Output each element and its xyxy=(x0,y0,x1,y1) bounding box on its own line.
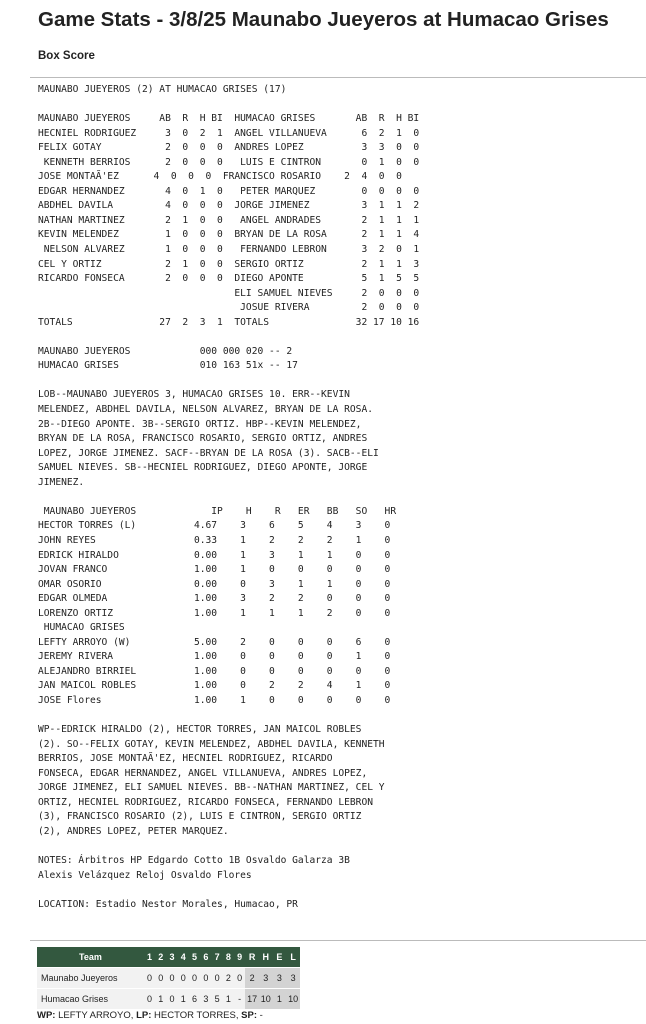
total-lob: 10 xyxy=(286,989,300,1010)
inning-score: 0 xyxy=(146,994,152,1004)
header-inning-3: 3 xyxy=(169,952,175,962)
losing-pitcher-label: LP: xyxy=(136,1010,152,1021)
linescore-divider xyxy=(30,940,646,941)
header-inning-9: 9 xyxy=(237,952,243,962)
winning-pitcher: LEFTY ARROYO xyxy=(58,1010,131,1021)
header-inning-6: 6 xyxy=(203,952,209,962)
inning-score: 0 xyxy=(203,973,209,983)
inning-score: 3 xyxy=(203,994,209,1004)
inning-score: 1 xyxy=(225,994,231,1004)
inning-score: 0 xyxy=(214,973,220,983)
team-name: Humacao Grises xyxy=(41,994,109,1004)
header-team: Team xyxy=(79,952,102,962)
header-inning-4: 4 xyxy=(180,952,186,962)
section-subtitle: Box Score xyxy=(38,50,95,62)
linescore-header-row xyxy=(37,947,300,968)
total-errors: 3 xyxy=(273,968,287,989)
header-inning-1: 1 xyxy=(146,952,152,962)
inning-score: 1 xyxy=(158,994,164,1004)
header-inning-2: 2 xyxy=(158,952,164,962)
inning-score: - xyxy=(238,994,242,1004)
inning-score: 6 xyxy=(192,994,198,1004)
save-pitcher-label: SP: xyxy=(241,1010,257,1021)
losing-pitcher: HECTOR TORRES xyxy=(154,1010,236,1021)
linescore-table xyxy=(37,947,300,1009)
box-score-text: MAUNABO JUEYEROS (2) AT HUMACAO GRISES (17) MAUNABO JUEYEROS AB R H BI HUMACAO GRISES AB R H BI HECNIEL RODRIGUEZ 3 0 2 1 ANGEL VILLANUEVA 6 2 1 0 FELIX GOTAY 2 0 0 0 ANDRES LOPEZ 3 3 0 0 KENNETH BERRIOS 2 0 0 0 LUIS E CINTRON 0 1 0 0 JOSE MONTAÃ'EZ 4 0 0 0 FRANCISCO ROSARIO 2 4 0 0 EDGAR HERNANDEZ 4 0 1 0 PETER MARQUEZ 0 0 0 0 ABDHEL DAVILA 4 0 0 0 JORGE JIMENEZ 3 1 1 2 NATHAN MARTINEZ 2 1 0 0 ANGEL ANDRADES 2 1 1 1 KEVIN MELENDEZ 1 0 0 0 BRYAN DE LA ROSA 2 1 1 4 NELSON ALVAREZ 1 0 0 0 FERNANDO LEBRON 3 2 0 1 CEL Y ORTIZ 2 1 0 0 SERGIO ORTIZ 2 1 1 3 RICARDO FONSECA 2 0 0 0 DIEGO APONTE 5 1 5 5 ELI SAMUEL NIEVES 2 0 0 0 JOSUE RIVERA 2 0 0 0 TOTALS 27 2 3 1 TOTALS 32 17 10 16 MAUNABO JUEYEROS 000 000 020 -- 2 HUMACAO GRISES 010 163 51x -- 17 LOB--MAUNABO JUEYEROS 3, HUMACAO GRISES 10. ERR--KEVIN MELENDEZ, ABDHEL DAVILA, NELSON ALVAREZ, BRYAN DE LA ROSA. 2B--DIEGO APONTE. 3B--SERGIO ORTIZ. HBP--KEVIN MELENDEZ, BRYAN DE LA ROSA, FRANCISCO ROSARIO, SERGIO ORTIZ, ANDRES LOPEZ, JORGE JIMENEZ. SACF--BRYAN DE LA ROSA (3). SACB--ELI SAMUEL NIEVES. SB--HECNIEL RODRIGUEZ, DIEGO APONTE, JORGE JIMENEZ. MAUNABO JUEYEROS IP H R ER BB SO HR HECTOR TORRES (L) 4.67 3 6 5 4 3 0 JOHN REYES 0.33 1 2 2 2 1 0 EDRICK HIRALDO 0.00 1 3 1 1 0 0 JOVAN FRANCO 1.00 1 0 0 0 0 0 OMAR OSORIO 0.00 0 3 1 1 0 0 EDGAR OLMEDA 1.00 3 2 2 0 0 0 LORENZO ORTIZ 1.00 1 1 1 2 0 0 HUMACAO GRISES LEFTY ARROYO (W) 5.00 2 0 0 0 6 0 JEREMY RIVERA 1.00 0 0 0 0 1 0 ALEJANDRO BIRRIEL 1.00 0 0 0 0 0 0 JAN MAICOL ROBLES 1.00 0 2 2 4 1 0 JOSE Flores 1.00 1 0 0 0 0 0 WP--EDRICK HIRALDO (2), HECTOR TORRES, JAN MAICOL ROBLES (2). SO--FELIX GOTAY, KEVIN MELENDEZ, ABDHEL DAVILA, KENNETH BERRIOS, JOSE MONTAÃ'EZ, HECNIEL RODRIGUEZ, RICARDO FONSECA, EDGAR HERNANDEZ, ANGEL VILLANUEVA, ANDRES LOPEZ, JORGE JIMENEZ, ELI SAMUEL NIEVES. BB--NATHAN MARTINEZ, CEL Y ORTIZ, HECNIEL RODRIGUEZ, RICARDO FONSECA, FERNANDO LEBRON (3), FRANCISCO ROSARIO (2), LUIS E CINTRON, SERGIO ORTIZ (2), ANDRES LOPEZ, PETER MARQUEZ. NOTES: Árbitros HP Edgardo Cotto 1B Osvaldo Galarza 3B Alexis Velázquez Reloj Osvaldo Flores LOCATION: Estadio Nestor Morales, Humacao, PR xyxy=(38,84,420,910)
inning-score: 2 xyxy=(225,973,231,983)
total-hits: 3 xyxy=(259,968,273,989)
save-pitcher: - xyxy=(259,1010,263,1021)
total-runs: 17 xyxy=(245,989,259,1010)
header-inning-5: 5 xyxy=(192,952,198,962)
inning-score: 0 xyxy=(146,973,152,983)
pitching-decisions: WP: LEFTY ARROYO, LP: HECTOR TORRES, SP: - xyxy=(37,1010,263,1021)
page-title: Game Stats - 3/8/25 Maunabo Jueyeros at Humacao Grises xyxy=(38,8,609,31)
header-errors: E xyxy=(273,947,287,968)
inning-score: 0 xyxy=(158,973,164,983)
header-hits: H xyxy=(259,947,273,968)
inning-score: 0 xyxy=(192,973,198,983)
header-lob: L xyxy=(286,947,300,968)
header-runs: R xyxy=(245,947,259,968)
inning-score: 0 xyxy=(237,973,243,983)
header-inning-7: 7 xyxy=(214,952,220,962)
inning-score: 0 xyxy=(169,994,175,1004)
total-lob: 3 xyxy=(286,968,300,989)
winning-pitcher-label: WP: xyxy=(37,1010,56,1021)
inning-score: 0 xyxy=(169,973,175,983)
linescore-row-visitor xyxy=(37,968,300,989)
team-name: Maunabo Jueyeros xyxy=(41,973,118,983)
inning-score: 0 xyxy=(180,973,186,983)
total-errors: 1 xyxy=(273,989,287,1010)
total-runs: 2 xyxy=(245,968,259,989)
header-divider xyxy=(30,77,646,78)
header-inning-8: 8 xyxy=(225,952,231,962)
inning-score: 1 xyxy=(180,994,186,1004)
inning-score: 5 xyxy=(214,994,220,1004)
linescore-row-home xyxy=(37,989,300,1010)
total-hits: 10 xyxy=(259,989,273,1010)
